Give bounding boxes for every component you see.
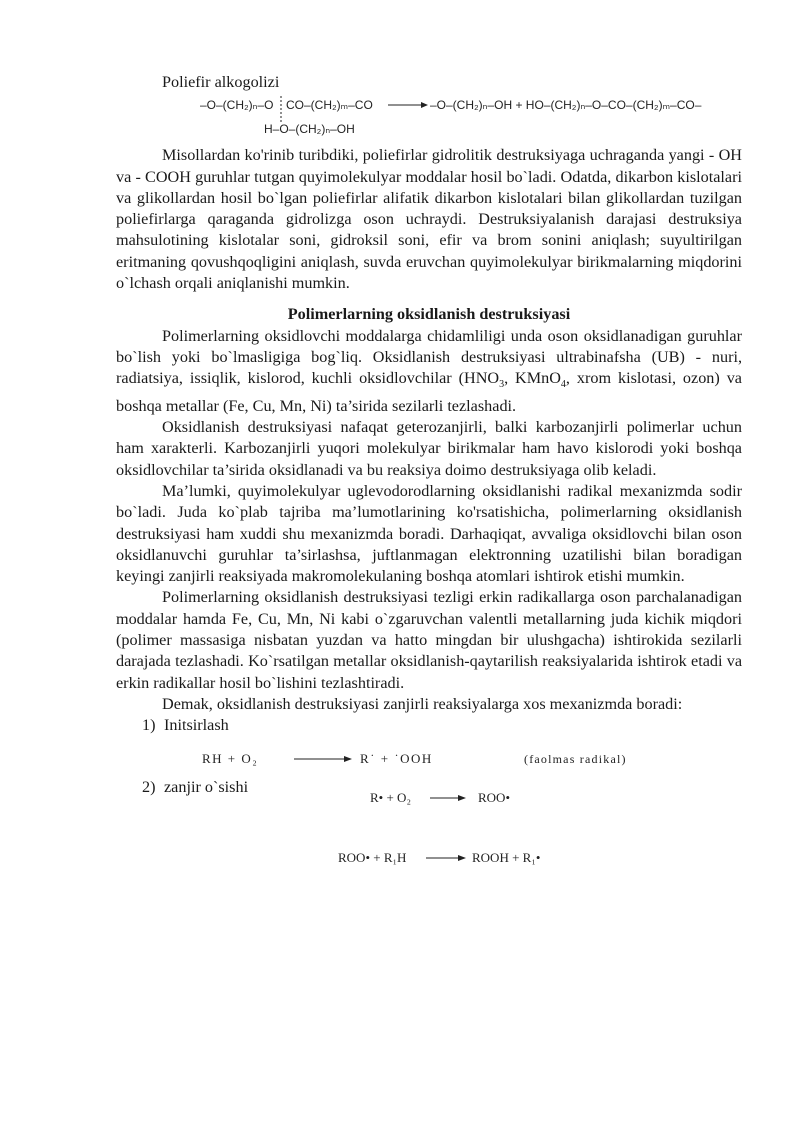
- growth2-right: ROOH + R₁•: [472, 849, 541, 865]
- step-1-label: Initsirlash: [164, 716, 229, 735]
- document-page: [116, 72, 742, 888]
- paragraph-5: Polimerlarning oksidlanish destruksiyasi tezligi erkin radikallarga oson parchalanadigan moddalar hamda Fe, Cu, Mn, Ni kabi o`zgaruvchan valentli metallarning juda kichik miqdori (polimer massasiga nisbatan yuzdan va hatto mingdan bir ulushgacha) ishtirokida sezilarli darajada tezlashadi. Ko`rsatilgan metallar oksidlanish-qaytarilish reaksiyalarida ishtirok etadi va erkin radikallar hosil bo`lishini tezlashtiradi.: [116, 588, 742, 692]
- step-2-number: 2): [142, 777, 156, 796]
- paragraph-1: Misollardan ko'rinib turibdiki, poliefirlar gidrolitik destruksiyaga uchraganda yangi - OH va - COOH guruhlar tutgan quyimolekulyar moddalar hosil bo`ladi. Odatda, dikarbon kislotalari va glikollardan hosil bo`lgan poliefirlar alifatik dikarbon kislotalari bilan glikollardan tuzilgan poliefirlarga qaraganda gidrolizga oson uchraydi. Destruksiyalanish darajasi destruksiya mahsulotining kislotalar soni, gidroksil soni, efir va brom sonini aniqlash; suyultirilgan eritmaning qovushqoqligini aniqlash, suvda eruvchan quyimolekulyar birikmalarning miqdorini o`lchash orqali aniqlanishi mumkin.: [116, 146, 742, 293]
- p2-part-a: Polimerlarning oksidlovchi moddalarga chidamliligi unda oson oksidlanadigan guruhlar bo`lish yoki bo`lmasligiga bog`liq. Oksidlanish destruksiyasi ultrabinafsha (UB) - nuri, radiatsiya, issiqlik, kislorod, kuchli oksidlovchilar (HNO: [116, 326, 742, 388]
- eq1-left: –O–(CH₂)ₙ–O: [200, 98, 274, 113]
- p2-part-c: , xrom kislotasi, ozon) va boshqa metallar (Fe, Cu, Mn, Ni) ta’sirida sezilarli tezlashadi.: [116, 369, 742, 415]
- step-1-number: 1): [142, 716, 156, 735]
- init-right: R˙ + ˙OOH: [360, 750, 433, 766]
- step-1: [142, 715, 742, 736]
- eq1-mid: CO–(CH₂)ₘ–CO: [286, 98, 373, 113]
- paragraph-3: Oksidlanish destruksiyasi nafaqat geterozanjirli, balki karbozanjirli polimerlar uchun ham xarakterli. Karbozanjirli yuqori molekulyar birikmalar ham havo kislorodi yoki boshqa oksidlovchilar ta’sirida oksidlanadi va bu reaksiya doimo destruksiyaga olib keladi.: [116, 418, 742, 479]
- step-2-label: zanjir o`sishi: [164, 777, 249, 796]
- growth2-left: ROO• + R₁H: [338, 849, 407, 865]
- init-arrow-head: [344, 756, 352, 762]
- equation-initiation: [116, 737, 742, 777]
- paragraph-6: Demak, oksidlanish destruksiyasi zanjirli reaksiyalarga xos mexanizmda boradi:: [162, 694, 683, 713]
- growth1-right: ROO•: [478, 789, 510, 805]
- alcoholysis-equation-graphic: [116, 93, 742, 145]
- init-note: (faolmas radikal): [524, 751, 627, 766]
- equation-alcoholysis: [116, 93, 742, 145]
- p2-part-b: , KMnO: [504, 369, 561, 388]
- p2-sub-2: 4: [560, 379, 566, 391]
- section-heading: Polimerlarning oksidlanish destruksiyasi: [287, 305, 571, 324]
- growth2-arrow-head: [458, 855, 466, 861]
- paragraph-2: [116, 326, 742, 417]
- eq1-right: –O–(CH₂)ₙ–OH + HO–(CH₂)ₙ–O–CO–(CH₂)ₘ–CO–: [430, 98, 702, 113]
- equation-growth: [116, 789, 742, 888]
- init-left: RH + O₂: [202, 750, 259, 766]
- paragraph-4: Ma’lumki, quyimolekulyar uglevodorodlarning oksidlanishi radikal mexanizmda sodir bo`ladi. Juda ko`plab tajriba ma’lumotlarining ko'rsatishicha, polimerlarning oksidlanish destruksiyasi ham xuddi shu mexanizmda boradi. Darhaqiqat, avvaliga oksidlovchi bilan oson oksidlanuvchi guruhlar ta’sirlashsa, juftlanmagan elektronning uzatilishi bilan boradigan keyingi zanjirli reaksiyada makromolekulaning boshqa atomlari ishtirok etishi mumkin.: [116, 481, 742, 586]
- intro-label: Poliefir alkogolizi: [162, 73, 280, 91]
- eq1-arrow-head: [421, 102, 428, 108]
- eq1-line2: H–O–(CH₂)ₙ–OH: [264, 122, 355, 137]
- p2-sub-1: 3: [499, 379, 505, 391]
- growth1-left: R• + O₂: [370, 789, 411, 805]
- growth-equation-graphic: [116, 789, 742, 888]
- step-2: [142, 777, 742, 798]
- initiation-equation-graphic: [116, 737, 742, 777]
